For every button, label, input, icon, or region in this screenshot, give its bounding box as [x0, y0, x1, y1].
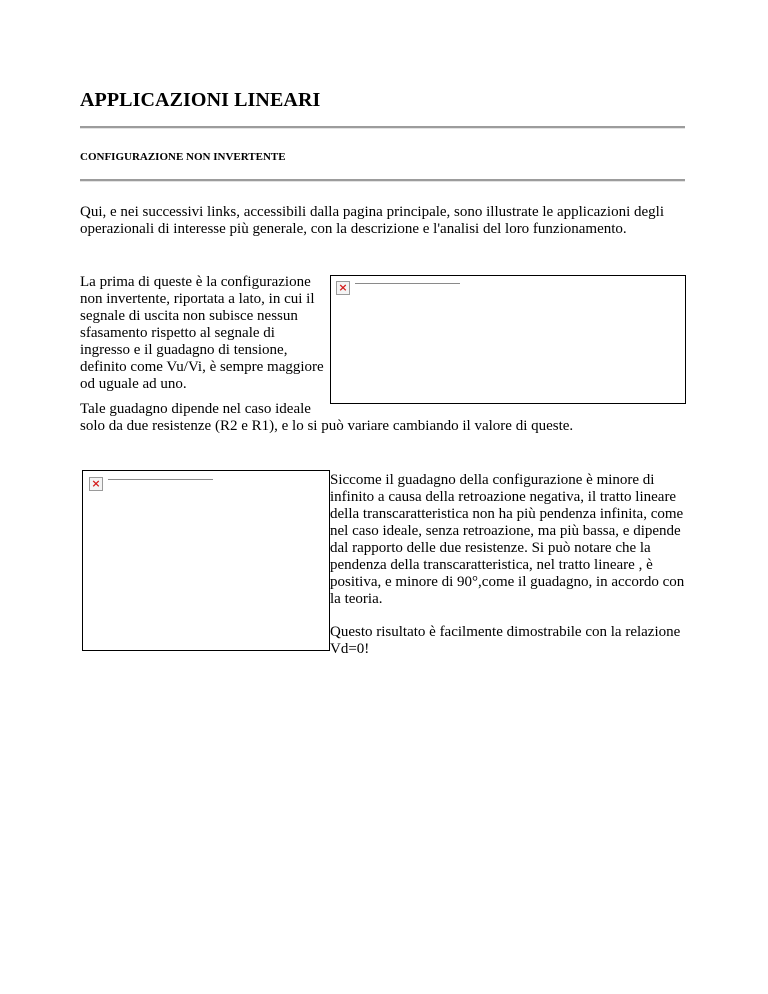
broken-image-icon: ×: [336, 281, 350, 295]
conclusion-paragraph: Questo risultato è facilmente dimostrabile con la relazione Vd=0!: [330, 624, 681, 657]
horizontal-rule-bottom: [80, 179, 685, 182]
transfer-analysis-paragraph: Siccome il guadagno della configurazione è minore di infinito a causa della retroazione negativa, il tratto lineare della transcaratteristica non ha più pendenza infinita, come nel caso ideale, senza retroazione, ma più bassa, e dipende dal rapporto delle due resistenze. Si può notare che la pendenza della transcaratteristica, nel tratto lineare , è positiva, e minore di 90°,come il guadagno, in accordo con la teoria.: [330, 472, 685, 607]
noninverting-circuit-image: [330, 275, 686, 404]
gain-note-line1: Tale guadagno dipende nel caso ideale: [80, 401, 311, 417]
broken-image-icon: ×: [89, 477, 103, 491]
transfer-characteristic-image: [82, 470, 330, 651]
section-subtitle: CONFIGURAZIONE NON INVERTENTE: [80, 151, 286, 163]
page-title: APPLICAZIONI LINEARI: [80, 89, 321, 111]
noninverting-description: La prima di queste è la configurazione non invertente, riportata a lato, in cui il segnale di uscita non subisce nessun sfasamento rispetto al segnale di ingresso e il guadagno di tensione, definito come Vu/Vi, è sempre maggiore od uguale ad uno.: [80, 274, 324, 392]
transfer-analysis-column: [330, 472, 686, 674]
image-alt-placeholder: [355, 283, 460, 284]
horizontal-rule-top: [80, 126, 685, 129]
gain-note-line2: solo da due resistenze (R2 e R1), e lo si può variare cambiando il valore di queste.: [80, 418, 574, 434]
image-alt-placeholder: [108, 479, 213, 480]
intro-paragraph: Qui, e nei successivi links, accessibili dalla pagina principale, sono illustrate le applicazioni degli operazionali di interesse più generale, con la descrizione e l'analisi del loro funzionamento.: [80, 204, 664, 237]
